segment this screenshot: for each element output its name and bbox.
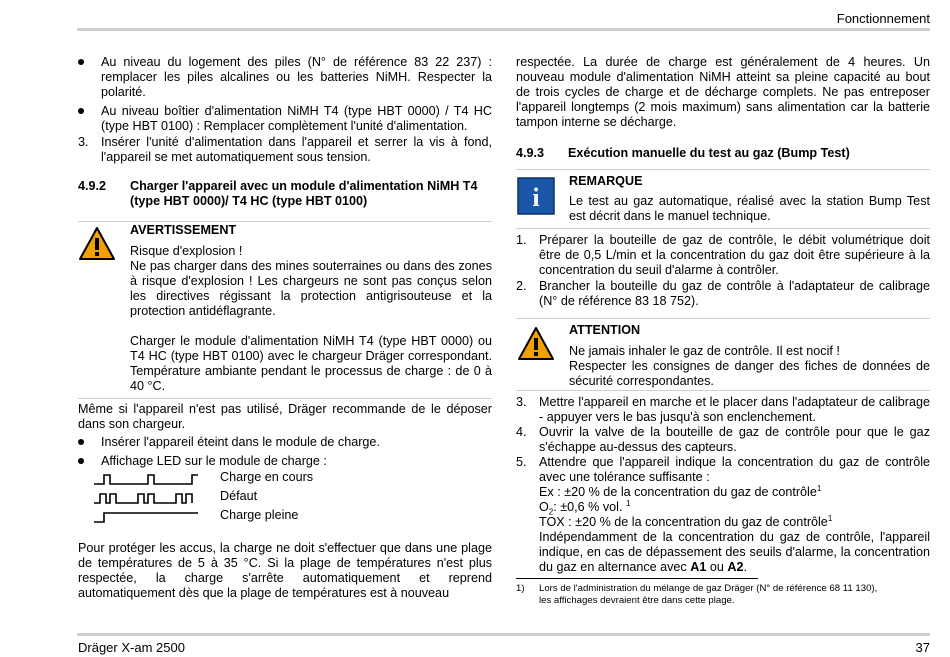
section-title: Charger l'appareil avec un module d'alimentation NiMH T4 (type HBT 0000)/ T4 HC (type HBT 0100) [130,179,478,208]
step-3-left: 3. Insérer l'unité d'alimentation dans l'appareil et serrer la vis à fond, l'appareil se met automatiquement sous tension. [78,135,492,164]
paragraph-temperature: Pour protéger les accus, la charge ne doit s'effectuer que dans une plage de températures de 5 à 35 °C. Si la plage de températures n'est plus respectée, la charge s'arrête automatiquement et reprend automatiquement dès que la plage de températures est à nouveau [78,541,492,600]
footer-product: Dräger X-am 2500 [78,640,185,655]
paragraph-storage: Même si l'appareil n'est pas utilisé, Dräger recommande de le déposer dans son chargeur. [78,402,492,431]
info-icon [517,177,555,219]
step-1: 1. Préparer la bouteille de gaz de contrôle, le débit volumétrique doit être de 0,5 L/min et la concentration du gaz doit être supérieure à la concentration du seuil d'alarme à contrôler. [516,233,930,277]
running-header: Fonctionnement [836,11,930,26]
divider [516,169,930,170]
tolerance-ex: Ex : ±20 % de la concentration du gaz de contrôle$^1$ [539,483,822,499]
bullet-battery-compartment: Au niveau du logement des piles (N° de référence 83 22 237) : remplacer les piles alcalines ou les batteries NiMH. Respecter la polarité. [78,55,492,100]
warning-triangle-icon [78,226,116,266]
warning-block: AVERTISSEMENT Risque d'explosion ! Ne pas charger dans des mines souterraines ou dans des zones à risque d'explosion ! Les chargeurs ne sont pas conçus selon les directives régissant la protection antigrisouteuse et la protection antidéflagrante. Charger le module d'alimentation NiMH T4 (type HBT 0000) ou T4 HC (type HBT 0100) avec le chargeur Dräger correspondant. Température ambiante pendant le processus de charge : de 0 à 40 °C. [130,223,492,393]
bullet-icon [78,458,84,464]
section-4-9-2: 4.9.2 Charger l'appareil avec un module d'alimentation NiMH T4 (type HBT 0000)/ T4 HC (type HBT 0100) [78,179,492,209]
page-number: 37 [915,640,930,655]
divider [516,318,930,319]
section-4-9-3: 4.9.3 Exécution manuelle du test au gaz (Bump Test) [516,146,930,161]
led-state-fault: Défaut [220,489,258,503]
tolerance-o2: $O_2$: ±0,6 % vol. $^1$ [539,498,631,517]
divider [78,221,492,222]
tolerance-tox: TOX : ±20 % de la concentration du gaz de contrôle$^1$ [539,513,833,529]
bullet-icon [78,59,84,65]
led-waveform-icon [92,470,202,530]
note-title: REMARQUE [569,174,643,188]
footnote-rule [516,578,758,579]
led-state-charging: Charge en cours [220,470,314,484]
bullet-icon [78,439,84,445]
alternating-alarm-text: Indépendamment de la concentration du gaz de contrôle, l'appareil indique, en cas de dépassement des seuils d'alarme, la concentration du gaz en alternance avec A1 ou A2. [539,530,930,574]
step-3: 3. Mettre l'appareil en marche et le placer dans l'adaptateur de calibrage - appuyer vers le bas jusqu'à son enclenchement. [516,395,930,424]
divider [516,390,930,391]
caution-title: ATTENTION [569,323,641,337]
bullet-insert-device: Insérer l'appareil éteint dans le module de charge. [78,435,492,450]
step-5: 5. Attendre que l'appareil indique la concentration du gaz de contrôle avec une tolérance suffisante : Ex : ±20 % de la concentration du gaz de contrôle$^1$ $O_2$: ±0,6 % vol. $^1$ TOX : ±20 % de la concentration du gaz de contrôle$^1$ Indépendamment de la concentration du gaz de contrôle, l'appareil indique, en cas de dépassement des seuils d'alarme, la concentration du gaz en alternance avec A1 ou A2. [516,455,930,574]
footer-rule [77,633,930,636]
led-state-full: Charge pleine [220,508,299,522]
header-rule [77,28,930,31]
bullet-icon [78,108,84,114]
caution-triangle-icon [517,326,555,366]
svg-text:i: i [532,183,540,212]
step-4: 4. Ouvrir la valve de la bouteille de gaz de contrôle pour que le gaz s'échappe au-dessus des capteurs. [516,425,930,454]
section-title: Exécution manuelle du test au gaz (Bump Test) [568,146,850,160]
bullet-led: Affichage LED sur le module de charge : [78,454,492,469]
paragraph-charge-duration: respectée. La durée de charge est généralement de 4 heures. Un nouveau module d'alimentation NiMH atteint sa pleine capacité au bout de trois cycles de charge et de décharge complets. Ne pas entreposer l'appareil longtemps (2 mois maximum) sans alimentation car la batterie tampon interne se décharge. [516,55,930,129]
footnote: 1) Lors de l'administration du mélange de gaz Dräger (N° de référence 68 11 130), les affichages devraient être dans cette plage. [516,583,878,606]
note-block: REMARQUE Le test au gaz automatique, réalisé avec la station Bump Test est décrit dans le manuel technique. [569,174,930,223]
bullet-power-unit: Au niveau boîtier d'alimentation NiMH T4 (type HBT 0000) / T4 HC (type HBT 0100) : Remplacer complètement l'unité d'alimentation. [78,104,492,134]
caution-block: ATTENTION Ne jamais inhaler le gaz de contrôle. Il est nocif ! Respecter les consignes de danger des fiches de données de sécurité correspondantes. [569,323,930,388]
warning-title: AVERTISSEMENT [130,223,237,237]
divider [516,228,930,229]
divider [78,398,492,399]
step-2: 2. Brancher la bouteille du gaz de contrôle à l'adaptateur de calibrage (N° de référence 83 18 752). [516,279,930,308]
